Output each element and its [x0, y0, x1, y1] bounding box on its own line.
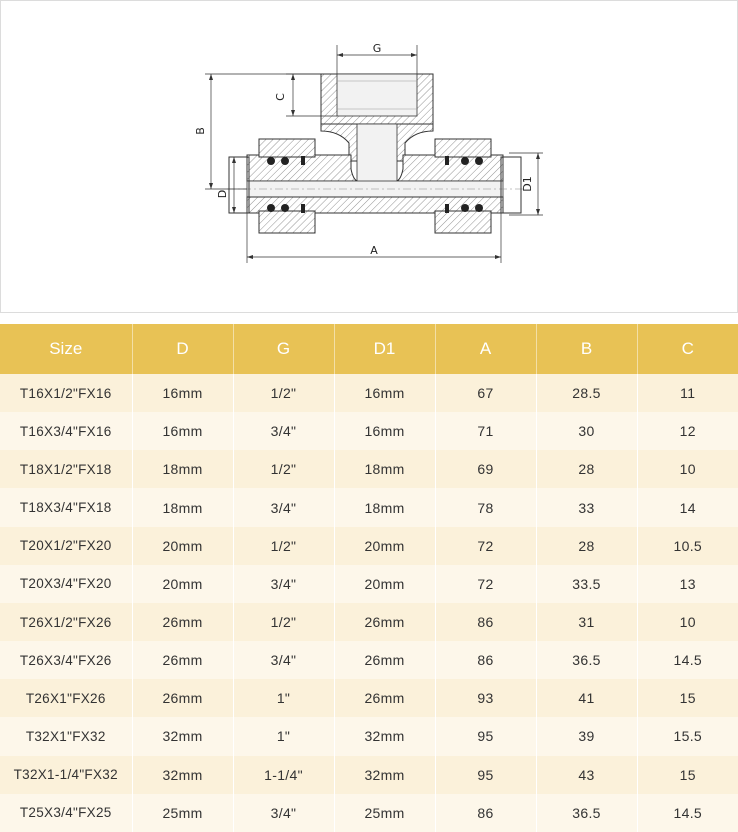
cell-size: T18X1/2"FX18: [0, 450, 132, 488]
cell-b: 36.5: [536, 641, 637, 679]
cell-b: 39: [536, 717, 637, 755]
cell-b: 28: [536, 527, 637, 565]
dimension-label-g: G: [372, 42, 382, 55]
cell-size: T16X3/4"FX16: [0, 412, 132, 450]
cell-b: 28: [536, 450, 637, 488]
cell-b: 36.5: [536, 794, 637, 832]
cell-size: T26X1"FX26: [0, 679, 132, 717]
technical-drawing: [0, 0, 738, 313]
dimension-label-d1: D1: [521, 176, 534, 192]
table-row: [0, 756, 738, 794]
header-c: C: [637, 324, 738, 374]
header-b: B: [536, 324, 637, 374]
cell-b: 31: [536, 603, 637, 641]
header-d1: D1: [334, 324, 435, 374]
cell-d: 20mm: [132, 565, 233, 603]
cell-c: 11: [637, 374, 738, 412]
cell-a: 86: [435, 794, 536, 832]
table-row: [0, 679, 738, 717]
cell-a: 72: [435, 527, 536, 565]
cell-c: 15: [637, 756, 738, 794]
cell-g: 1": [233, 717, 334, 755]
cell-a: 69: [435, 450, 536, 488]
cell-size: T18X3/4"FX18: [0, 488, 132, 526]
cell-c: 13: [637, 565, 738, 603]
cell-d: 16mm: [132, 374, 233, 412]
cell-c: 10: [637, 603, 738, 641]
cell-size: T25X3/4"FX25: [0, 794, 132, 832]
cell-a: 71: [435, 412, 536, 450]
cell-c: 12: [637, 412, 738, 450]
cell-size: T26X3/4"FX26: [0, 641, 132, 679]
header-g: G: [233, 324, 334, 374]
table-row: [0, 717, 738, 755]
cell-d: 32mm: [132, 717, 233, 755]
cell-g: 1/2": [233, 603, 334, 641]
cell-size: T32X1"FX32: [0, 717, 132, 755]
cell-a: 95: [435, 756, 536, 794]
cell-g: 3/4": [233, 641, 334, 679]
table-row: [0, 603, 738, 641]
cell-c: 15: [637, 679, 738, 717]
cell-d1: 32mm: [334, 756, 435, 794]
cell-b: 33: [536, 488, 637, 526]
cell-g: 3/4": [233, 565, 334, 603]
specification-table: [0, 324, 738, 832]
cell-d1: 20mm: [334, 527, 435, 565]
cell-a: 86: [435, 603, 536, 641]
cell-d: 32mm: [132, 756, 233, 794]
cell-a: 95: [435, 717, 536, 755]
dimension-g: [337, 42, 417, 74]
cell-c: 10: [637, 450, 738, 488]
cell-b: 30: [536, 412, 637, 450]
cell-d: 16mm: [132, 412, 233, 450]
cell-g: 1/2": [233, 450, 334, 488]
table-row: [0, 488, 738, 526]
cell-g: 1": [233, 679, 334, 717]
cell-c: 14: [637, 488, 738, 526]
cell-g: 1-1/4": [233, 756, 334, 794]
cell-a: 67: [435, 374, 536, 412]
cell-d1: 18mm: [334, 450, 435, 488]
dimension-label-b: B: [194, 127, 207, 135]
cell-d1: 20mm: [334, 565, 435, 603]
cell-b: 41: [536, 679, 637, 717]
cell-d: 26mm: [132, 679, 233, 717]
cell-a: 72: [435, 565, 536, 603]
header-d: D: [132, 324, 233, 374]
table-row: [0, 450, 738, 488]
cell-d: 26mm: [132, 641, 233, 679]
cell-d1: 26mm: [334, 679, 435, 717]
cell-d1: 32mm: [334, 717, 435, 755]
cell-d: 26mm: [132, 603, 233, 641]
cell-size: T26X1/2"FX26: [0, 603, 132, 641]
cell-d: 25mm: [132, 794, 233, 832]
cell-d: 18mm: [132, 450, 233, 488]
cell-d1: 25mm: [334, 794, 435, 832]
header-a: A: [435, 324, 536, 374]
cell-b: 33.5: [536, 565, 637, 603]
cell-d1: 18mm: [334, 488, 435, 526]
cell-g: 3/4": [233, 794, 334, 832]
table-row: [0, 794, 738, 832]
table-row: [0, 641, 738, 679]
cell-g: 3/4": [233, 412, 334, 450]
cell-g: 1/2": [233, 374, 334, 412]
table-row: [0, 527, 738, 565]
cell-b: 43: [536, 756, 637, 794]
dimension-label-d: D: [216, 189, 229, 199]
cell-a: 78: [435, 488, 536, 526]
header-size: Size: [0, 324, 132, 374]
cell-a: 86: [435, 641, 536, 679]
cell-d1: 26mm: [334, 603, 435, 641]
dimension-label-c: C: [274, 93, 287, 101]
cell-size: T32X1-1/4"FX32: [0, 756, 132, 794]
cell-d: 18mm: [132, 488, 233, 526]
cell-d1: 16mm: [334, 374, 435, 412]
cell-size: T16X1/2"FX16: [0, 374, 132, 412]
cell-d1: 16mm: [334, 412, 435, 450]
cell-size: T20X1/2"FX20: [0, 527, 132, 565]
cell-d1: 26mm: [334, 641, 435, 679]
tee-fitting-diagram: [1, 1, 737, 312]
table-row: [0, 565, 738, 603]
dimension-d1: [509, 153, 543, 215]
cell-c: 14.5: [637, 794, 738, 832]
cell-c: 15.5: [637, 717, 738, 755]
cell-g: 3/4": [233, 488, 334, 526]
cell-a: 93: [435, 679, 536, 717]
cell-g: 1/2": [233, 527, 334, 565]
cell-b: 28.5: [536, 374, 637, 412]
table-row: [0, 374, 738, 412]
table-body: [0, 374, 738, 832]
table-row: [0, 412, 738, 450]
cell-size: T20X3/4"FX20: [0, 565, 132, 603]
dimension-label-a: A: [370, 244, 378, 257]
cell-c: 14.5: [637, 641, 738, 679]
cell-d: 20mm: [132, 527, 233, 565]
table-header-row: [0, 324, 738, 374]
cell-c: 10.5: [637, 527, 738, 565]
